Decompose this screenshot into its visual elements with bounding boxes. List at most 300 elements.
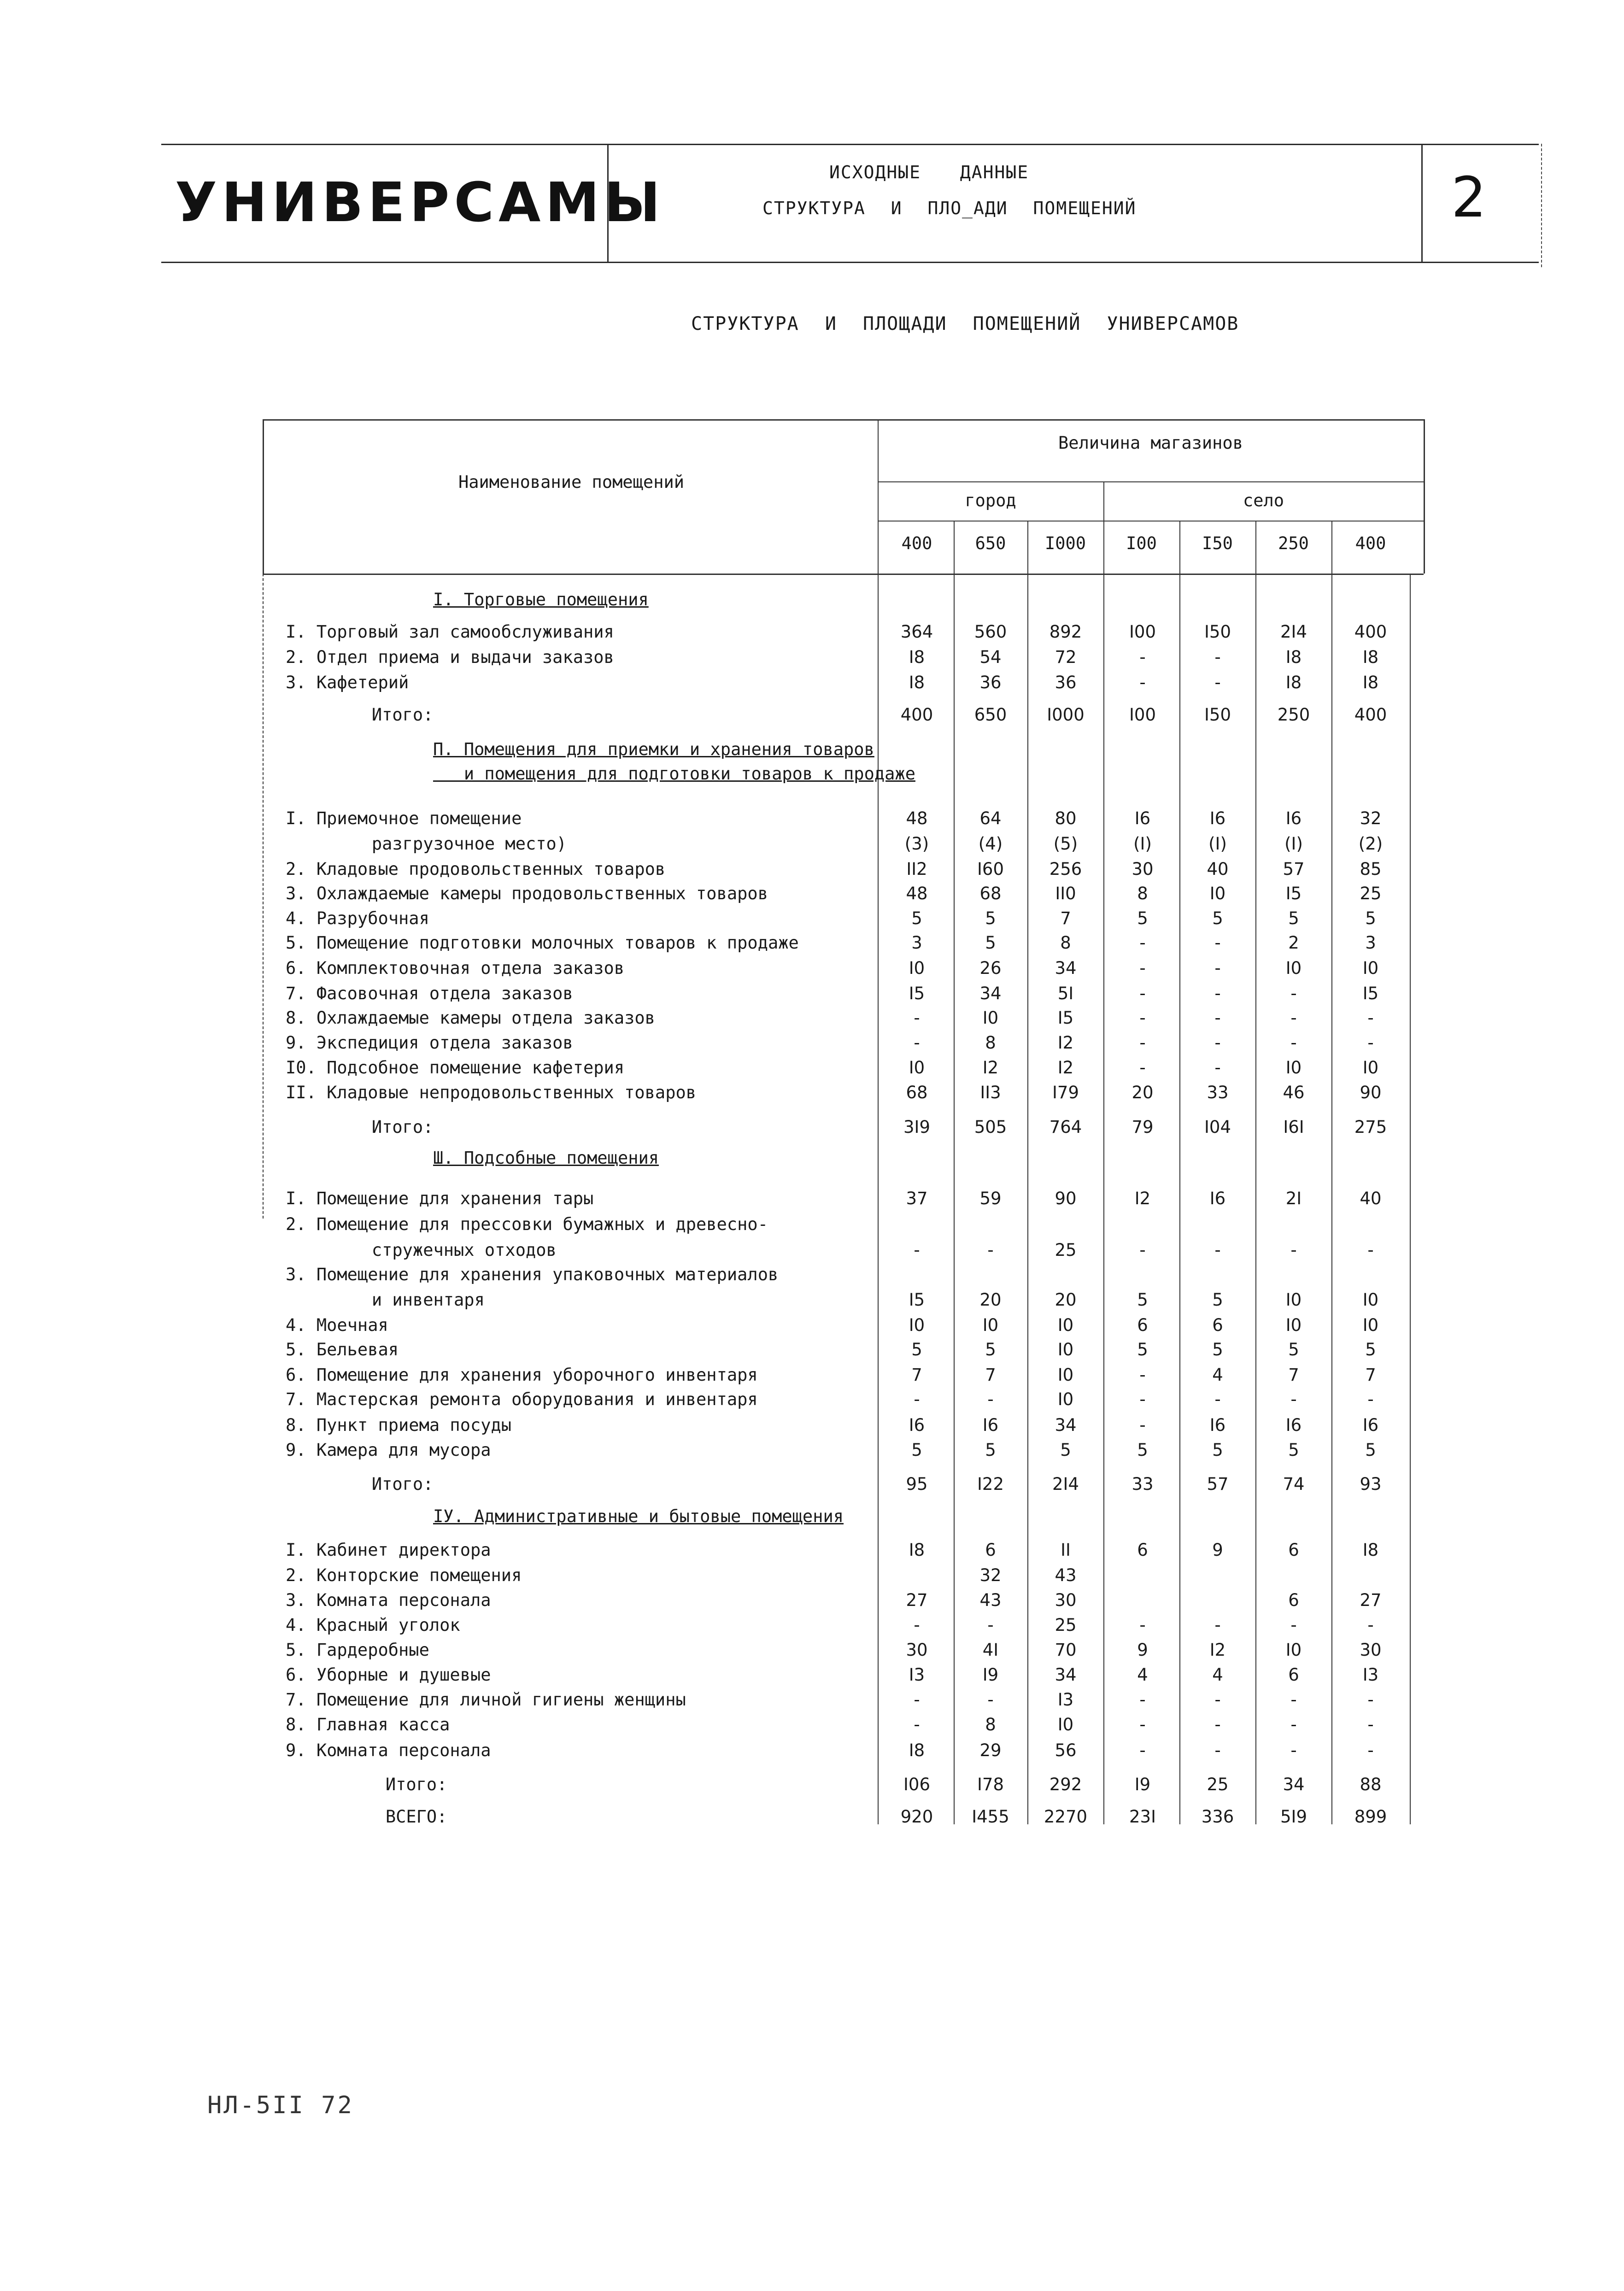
- cell-value: 5: [911, 1440, 922, 1460]
- table-row: [0, 1083, 1624, 1107]
- cell-value: I6: [909, 1415, 925, 1435]
- row-label: 3. Охлаждаемые камеры продовольственных товаров: [286, 884, 768, 903]
- cell-value: 95: [906, 1474, 928, 1494]
- cell-value: I0: [1057, 1715, 1074, 1734]
- table-row: [0, 1440, 1624, 1465]
- cell-value: 20: [979, 1290, 1002, 1310]
- cell-value: -: [1290, 1389, 1297, 1409]
- cell-value: 33: [1132, 1474, 1154, 1494]
- cell-value: I79: [1052, 1083, 1079, 1102]
- cell-value: 7: [1288, 1365, 1299, 1385]
- cell-value: I6: [1209, 1189, 1226, 1208]
- cell-value: -: [1290, 1715, 1297, 1734]
- cell-value: 7: [985, 1365, 996, 1385]
- cell-value: -: [1290, 1740, 1297, 1760]
- cell-value: 5: [1137, 908, 1148, 928]
- cell-value: 9: [1137, 1640, 1148, 1660]
- cell-value: 5: [1288, 1440, 1299, 1460]
- cell-value: 6: [1288, 1540, 1299, 1560]
- cell-value: -: [914, 1389, 920, 1409]
- size-col-header: 650: [975, 533, 1006, 553]
- cell-value: I000: [1047, 705, 1085, 725]
- cell-value: I8: [1285, 673, 1302, 692]
- cell-value: 5: [1137, 1440, 1148, 1460]
- table-row: [0, 1189, 1624, 1213]
- cell-value: 3I9: [903, 1117, 930, 1137]
- table-row: [0, 1615, 1624, 1640]
- table-row: [0, 1117, 1624, 1142]
- cell-value: 30: [1360, 1640, 1382, 1660]
- cell-value: I50: [1204, 622, 1231, 642]
- cell-value: 37: [906, 1189, 928, 1208]
- cell-value: I0: [1362, 1058, 1379, 1078]
- cell-value: I6: [1209, 809, 1226, 828]
- cell-value: -: [914, 1033, 920, 1053]
- size-col-header: 400: [901, 533, 932, 553]
- cell-value: 5I: [1057, 984, 1074, 1003]
- table-row: [0, 705, 1624, 730]
- cell-value: 36: [979, 673, 1002, 692]
- cell-value: I3: [1362, 1665, 1379, 1685]
- row-label: 4. Красный уголок: [286, 1615, 460, 1635]
- cell-value: -: [1214, 1615, 1221, 1635]
- cell-value: 5: [911, 1340, 922, 1359]
- row-label: 3. Кафетерий: [286, 673, 409, 692]
- document-title: УНИВЕРСАМЫ: [175, 170, 665, 234]
- cell-value: -: [1290, 1240, 1297, 1260]
- cell-value: 400: [1354, 705, 1387, 725]
- cell-value: -: [1139, 673, 1146, 692]
- table-row: [0, 1640, 1624, 1665]
- cell-value: 5: [1288, 1340, 1299, 1359]
- cell-value: 8: [1137, 884, 1148, 903]
- cell-value: -: [1367, 1740, 1374, 1760]
- cell-value: 5: [985, 933, 996, 953]
- cell-value: I6I: [1283, 1117, 1304, 1137]
- cell-value: I3: [909, 1665, 925, 1685]
- cell-value: 7: [1365, 1365, 1376, 1385]
- cell-value: -: [1214, 1389, 1221, 1409]
- table-row: [0, 622, 1624, 647]
- header-rule: [878, 481, 1424, 482]
- row-label: 5. Помещение подготовки молочных товаров к продаже: [286, 933, 799, 953]
- row-label: 4. Моечная: [286, 1315, 388, 1335]
- cell-value: I455: [972, 1807, 1009, 1827]
- cell-value: I9: [982, 1665, 999, 1685]
- cell-value: I8: [909, 1540, 925, 1560]
- row-label: 6. Помещение для хранения уборочного инвентаря: [286, 1365, 758, 1385]
- cell-value: -: [1139, 1008, 1146, 1028]
- size-col-header: 250: [1278, 533, 1309, 553]
- header-divider: [1421, 144, 1423, 262]
- cell-value: 4: [1212, 1665, 1223, 1685]
- cell-value: 4: [1212, 1365, 1223, 1385]
- cell-value: 90: [1360, 1083, 1382, 1102]
- row-label: 6. Комплектовочная отдела заказов: [286, 958, 625, 978]
- cell-value: 5: [1365, 908, 1376, 928]
- table-row: [0, 1340, 1624, 1365]
- row-label: IУ. Административные и бытовые помещения: [433, 1506, 844, 1526]
- column-header-name: Наименование помещений: [458, 472, 685, 492]
- cell-value: -: [1139, 1058, 1146, 1078]
- cell-value: (I): [1284, 834, 1303, 854]
- cell-value: I0: [909, 958, 925, 978]
- table-row: [0, 1389, 1624, 1414]
- cell-value: 8: [985, 1033, 996, 1053]
- cell-value: 68: [906, 1083, 928, 1102]
- cell-value: 5: [1212, 1290, 1223, 1310]
- cell-value: 5: [1212, 1440, 1223, 1460]
- cell-value: I5: [909, 1290, 925, 1310]
- table-row: [0, 1008, 1624, 1033]
- cell-value: 57: [1207, 1474, 1229, 1494]
- table-row: [0, 958, 1624, 983]
- row-label: I. Приемочное помещение: [286, 809, 522, 828]
- row-label: 3. Комната персонала: [286, 1590, 491, 1610]
- cell-value: 5I9: [1280, 1807, 1307, 1827]
- row-label: 7. Мастерская ремонта оборудования и инвентаря: [286, 1389, 758, 1409]
- cell-value: 30: [906, 1640, 928, 1660]
- cell-value: -: [1214, 958, 1221, 978]
- row-label: I. Помещение для хранения тары: [286, 1189, 594, 1208]
- table-row: [0, 1058, 1624, 1083]
- cell-value: I0: [1362, 958, 1379, 978]
- cell-value: 23I: [1129, 1807, 1156, 1827]
- cell-value: 27: [906, 1590, 928, 1610]
- cell-value: 5: [1137, 1290, 1148, 1310]
- cell-value: I5: [1285, 884, 1302, 903]
- table-row: [0, 1315, 1624, 1340]
- section-heading-row: [0, 1506, 1624, 1531]
- cell-value: 899: [1354, 1807, 1387, 1827]
- cell-value: 650: [974, 705, 1007, 725]
- header-top-rule: [161, 144, 1539, 145]
- cell-value: -: [1214, 933, 1221, 953]
- row-label: стружечных отходов: [341, 1240, 557, 1260]
- cell-value: -: [1290, 1615, 1297, 1635]
- cell-value: 25: [1055, 1615, 1077, 1635]
- cell-value: (I): [1208, 834, 1227, 854]
- table-row: [0, 647, 1624, 672]
- cell-value: I0: [1285, 958, 1302, 978]
- table-row: [0, 1775, 1624, 1799]
- page-title: СТРУКТУРА И ПЛОЩАДИ ПОМЕЩЕНИЙ УНИВЕРСАМОВ: [691, 313, 1239, 334]
- cell-value: I00: [1129, 705, 1156, 725]
- cell-value: -: [1214, 984, 1221, 1003]
- cell-value: 505: [974, 1117, 1007, 1137]
- cell-value: I0: [909, 1058, 925, 1078]
- cell-value: -: [1139, 1365, 1146, 1385]
- row-label: I. Торговые помещения: [433, 590, 649, 609]
- cell-value: -: [1367, 1240, 1374, 1260]
- cell-value: 68: [979, 884, 1002, 903]
- cell-value: 54: [979, 647, 1002, 667]
- document-code: НЛ-5II 72: [207, 2092, 354, 2119]
- cell-value: 6: [1288, 1665, 1299, 1685]
- cell-value: 5: [985, 1340, 996, 1359]
- cell-value: 72: [1055, 647, 1077, 667]
- cell-value: I0: [1057, 1365, 1074, 1385]
- cell-value: 892: [1049, 622, 1082, 642]
- table-row: [0, 984, 1624, 1008]
- cell-value: 2270: [1044, 1807, 1088, 1827]
- cell-value: I6: [1362, 1415, 1379, 1435]
- cell-value: 20: [1132, 1083, 1154, 1102]
- cell-value: 26: [979, 958, 1002, 978]
- cell-value: 5: [1365, 1340, 1376, 1359]
- cell-value: I3: [1057, 1690, 1074, 1710]
- cell-value: -: [1367, 1690, 1374, 1710]
- cell-value: I5: [1362, 984, 1379, 1003]
- row-label: ВСЕГО:: [355, 1807, 447, 1827]
- cell-value: 79: [1132, 1117, 1154, 1137]
- row-label: 7. Помещение для личной гигиены женщины: [286, 1690, 686, 1710]
- cell-value: II3: [980, 1083, 1001, 1102]
- cell-value: 560: [974, 622, 1007, 642]
- table-row: [0, 1715, 1624, 1740]
- cell-value: 2I4: [1280, 622, 1307, 642]
- cell-value: I2: [1209, 1640, 1226, 1660]
- table-row: [0, 1740, 1624, 1765]
- table-row: [0, 1565, 1624, 1590]
- cell-value: 5: [911, 908, 922, 928]
- cell-value: 3: [911, 933, 922, 953]
- cell-value: -: [1139, 1715, 1146, 1734]
- row-label: 2. Помещение для прессовки бумажных и древесно-: [286, 1214, 768, 1234]
- cell-value: -: [987, 1240, 994, 1260]
- cell-value: -: [1139, 1240, 1146, 1260]
- cell-value: -: [1139, 933, 1146, 953]
- cell-value: 364: [900, 622, 933, 642]
- cell-value: 59: [979, 1189, 1002, 1208]
- table-row: [0, 933, 1624, 958]
- cell-value: I9: [1134, 1775, 1151, 1794]
- row-label: 4. Разрубочная: [286, 908, 429, 928]
- cell-value: -: [1214, 647, 1221, 667]
- row-label: I. Торговый зал самообслуживания: [286, 622, 614, 642]
- cell-value: 400: [900, 705, 933, 725]
- table-row: [0, 1033, 1624, 1058]
- cell-value: -: [1214, 1715, 1221, 1734]
- table-row: [0, 1540, 1624, 1565]
- section-heading-row: [0, 590, 1624, 615]
- table-row: [0, 1290, 1624, 1315]
- cell-value: I8: [1285, 647, 1302, 667]
- cell-value: I0: [909, 1315, 925, 1335]
- cell-value: 6: [1212, 1315, 1223, 1335]
- row-label: 9. Комната персонала: [286, 1740, 491, 1760]
- size-col-header: I00: [1126, 533, 1157, 553]
- table-right-border: [1424, 419, 1425, 574]
- cell-value: 32: [1360, 809, 1382, 828]
- cell-value: -: [1214, 1740, 1221, 1760]
- table-row: [0, 1665, 1624, 1690]
- cell-value: I6: [1285, 809, 1302, 828]
- cell-value: 43: [1055, 1565, 1077, 1585]
- section-heading-row: [0, 1148, 1624, 1173]
- cell-value: I22: [977, 1474, 1004, 1494]
- cell-value: 74: [1283, 1474, 1305, 1494]
- cell-value: 3: [1365, 933, 1376, 953]
- cell-value: -: [1139, 647, 1146, 667]
- cell-value: I5: [909, 984, 925, 1003]
- cell-value: I0: [1362, 1315, 1379, 1335]
- cell-value: 36: [1055, 673, 1077, 692]
- cell-value: 2I4: [1052, 1474, 1079, 1494]
- cell-value: 2: [1288, 933, 1299, 953]
- cell-value: I06: [903, 1775, 930, 1794]
- cell-value: I6: [982, 1415, 999, 1435]
- cell-value: 5: [1365, 1440, 1376, 1460]
- cell-value: I0: [982, 1315, 999, 1335]
- section-heading-row: [0, 764, 1624, 789]
- cell-value: 56: [1055, 1740, 1077, 1760]
- row-label: 7. Фасовочная отдела заказов: [286, 984, 573, 1003]
- cell-value: 25: [1360, 884, 1382, 903]
- cell-value: 40: [1360, 1189, 1382, 1208]
- cell-value: 46: [1283, 1083, 1305, 1102]
- cell-value: -: [914, 1715, 920, 1734]
- cell-value: 4: [1137, 1665, 1148, 1685]
- cell-value: -: [987, 1690, 994, 1710]
- cell-value: I0: [1057, 1340, 1074, 1359]
- cell-value: 48: [906, 884, 928, 903]
- cell-value: I6: [1134, 809, 1151, 828]
- cell-value: (3): [904, 834, 929, 854]
- cell-value: 5: [1212, 1340, 1223, 1359]
- cell-value: 34: [1055, 958, 1077, 978]
- size-header: Величина магазинов: [1058, 433, 1243, 453]
- cell-value: I8: [1362, 673, 1379, 692]
- cell-value: 764: [1049, 1117, 1082, 1137]
- cell-value: -: [1214, 673, 1221, 692]
- cell-value: I2: [1057, 1033, 1074, 1053]
- cell-value: 57: [1283, 859, 1305, 879]
- cell-value: 93: [1360, 1474, 1382, 1494]
- table-row: [0, 1590, 1624, 1615]
- cell-value: 43: [979, 1590, 1002, 1610]
- cell-value: -: [1214, 1240, 1221, 1260]
- cell-value: I2: [1057, 1058, 1074, 1078]
- cell-value: -: [1214, 1008, 1221, 1028]
- cell-value: 30: [1055, 1590, 1077, 1610]
- cell-value: 292: [1049, 1775, 1082, 1794]
- row-label: 5. Гардеробные: [286, 1640, 429, 1660]
- cell-value: I50: [1204, 705, 1231, 725]
- row-label: 2. Отдел приема и выдачи заказов: [286, 647, 614, 667]
- row-label: Ш. Подсобные помещения: [433, 1148, 659, 1168]
- cell-value: I8: [1362, 647, 1379, 667]
- cell-value: 80: [1055, 809, 1077, 828]
- cell-value: -: [914, 1008, 920, 1028]
- row-label: разгрузочное место): [341, 834, 567, 854]
- cell-value: -: [1214, 1690, 1221, 1710]
- cell-value: 6: [1288, 1590, 1299, 1610]
- cell-value: 70: [1055, 1640, 1077, 1660]
- cell-value: (2): [1358, 834, 1383, 854]
- cell-value: -: [1367, 1715, 1374, 1734]
- cell-value: 920: [900, 1807, 933, 1827]
- cell-value: 25: [1055, 1240, 1077, 1260]
- cell-value: -: [987, 1389, 994, 1409]
- table-left-border: [263, 419, 264, 574]
- table-row: [0, 673, 1624, 697]
- row-label: 8. Охлаждаемые камеры отдела заказов: [286, 1008, 655, 1028]
- cell-value: -: [1139, 1033, 1146, 1053]
- cell-value: I8: [1362, 1540, 1379, 1560]
- row-label: 5. Бельевая: [286, 1340, 399, 1359]
- size-col-header: 400: [1355, 533, 1386, 553]
- cell-value: -: [1290, 1033, 1297, 1053]
- cell-value: I00: [1129, 622, 1156, 642]
- cell-value: 5: [985, 1440, 996, 1460]
- cell-value: -: [1139, 1740, 1146, 1760]
- cell-value: -: [1214, 1033, 1221, 1053]
- cell-value: 64: [979, 809, 1002, 828]
- cell-value: 6: [985, 1540, 996, 1560]
- cell-value: 34: [1283, 1775, 1305, 1794]
- row-label: 8. Главная касса: [286, 1715, 450, 1734]
- cell-value: 85: [1360, 859, 1382, 879]
- cell-value: -: [1367, 1389, 1374, 1409]
- header-divider: [1541, 144, 1542, 267]
- cell-value: I2: [982, 1058, 999, 1078]
- cell-value: II2: [906, 859, 927, 879]
- cell-value: I5: [1057, 1008, 1074, 1028]
- table-row: [0, 1214, 1624, 1239]
- sheet-number: 2: [1451, 166, 1487, 230]
- row-label: I0. Подсобное помещение кафетерия: [286, 1058, 625, 1078]
- cell-value: I0: [1285, 1315, 1302, 1335]
- cell-value: -: [1290, 1008, 1297, 1028]
- size-col-header: I000: [1044, 533, 1086, 553]
- row-label: II. Кладовые непродовольственных товаров: [286, 1083, 697, 1102]
- cell-value: -: [914, 1240, 920, 1260]
- cell-value: -: [1139, 1615, 1146, 1635]
- cell-value: 7: [911, 1365, 922, 1385]
- row-label: П. Помещения для приемки и хранения товаров: [433, 739, 874, 759]
- cell-value: 33: [1207, 1083, 1229, 1102]
- cell-value: 32: [979, 1565, 1002, 1585]
- cell-value: 34: [979, 984, 1002, 1003]
- table-row: [0, 884, 1624, 908]
- cell-value: -: [1367, 1008, 1374, 1028]
- row-label: 9. Экспедиция отдела заказов: [286, 1033, 573, 1053]
- cell-value: 88: [1360, 1775, 1382, 1794]
- table-row: [0, 834, 1624, 859]
- cell-value: 256: [1049, 859, 1082, 879]
- row-label: Итого:: [341, 1474, 434, 1494]
- cell-value: I6: [1209, 1415, 1226, 1435]
- cell-value: 8: [1060, 933, 1071, 953]
- cell-value: I2: [1134, 1189, 1151, 1208]
- cell-value: 34: [1055, 1415, 1077, 1435]
- cell-value: (I): [1133, 834, 1152, 854]
- table-row: [0, 1240, 1624, 1265]
- cell-value: -: [1367, 1615, 1374, 1635]
- cell-value: 30: [1132, 859, 1154, 879]
- table-header-bottom-border: [263, 574, 1424, 575]
- cell-value: 7: [1060, 908, 1071, 928]
- cell-value: 9: [1212, 1540, 1223, 1560]
- cell-value: I60: [977, 859, 1004, 879]
- table-row: [0, 1415, 1624, 1440]
- table-row: [0, 1807, 1624, 1832]
- cell-value: 5: [1212, 908, 1223, 928]
- cell-value: 250: [1277, 705, 1310, 725]
- table-row: [0, 1265, 1624, 1289]
- cell-value: -: [1139, 1389, 1146, 1409]
